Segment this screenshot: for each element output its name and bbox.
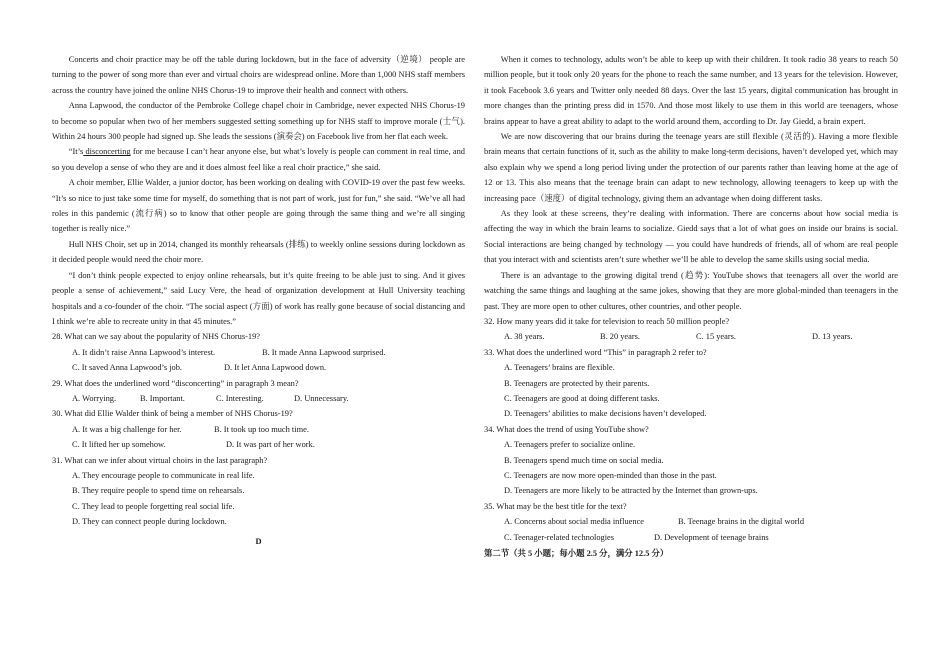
option-a[interactable]: A. They encourage people to communicate in real life. [72,470,255,480]
option-a[interactable]: A. It didn’t raise Anna Lapwood’s interest. [72,347,216,357]
passage-paragraph: Hull NHS Choir, set up in 2014, changed its monthly rehearsals (排练) to weekly online sessions during lockdown as it decided people would need the choir more. [52,239,465,265]
question-35-options-row2 [484,530,898,545]
question-33-stem: 33. What does the underlined word “This” in paragraph 2 refer to? [484,347,707,357]
option-b[interactable]: B. Teenage brains in the digital world [678,517,805,527]
option-c[interactable]: C. It saved Anna Lapwood’s job. [72,363,183,373]
passage-paragraph: Anna Lapwood, the conductor of the Pembroke College chapel choir in Cambridge, never expected NHS Chorus-19 to become so popular when two of her members suggested setting something up for NHS staff to improve morale (士气). Within 24 hours 300 people had signed up. She leads the sessions (演奏会) on Facebook live from her flat each week. [52,101,465,142]
question-35-options-row1 [484,514,898,529]
question-32-stem: 32. How many years did it take for television to reach 50 million people? [484,316,730,326]
question-32-options [484,329,898,344]
option-d[interactable]: D. It was part of her work. [226,440,315,450]
passage-paragraph: Concerts and choir practice may be off the table during lockdown, but in the face of adversity（逆境） people are turning to the power of song more than ever and virtual choirs are widespread online. More than 1,000 NHS staff members across the country have joined the online NHS Chorus-19 to improve their health and connect with others. [52,55,465,95]
option-c[interactable]: C. Teenagers are good at doing different tasks. [504,393,660,403]
right-column [484,52,898,561]
passage-paragraph: As they look at these screens, they’re dealing with information. There are concerns about how social media is affecting the way in which the brain learns to socialize. Giedd says that a lot of what goes on inside our brains is social. Social interactions are being changed by technology — you could have hundreds of friends, all of whom are real people that you interact with and scientists aren’t sure whether we’ll be able to develop the same skills using social media. [484,209,898,265]
underlined-word-disconcerting: disconcerting [83,147,131,157]
question-30-stem: 30. What did Ellie Walder think of being a member of NHS Chorus-19? [52,409,293,419]
page-mark: D [255,536,262,546]
question-31-stem: 31. What can we infer about virtual choirs in the last paragraph? [52,455,268,465]
passage-paragraph: When it comes to technology, adults won’t be able to keep up with their children. It took radio 38 years to reach 50 million people, but it took only 20 years for the phone to reach the same number, and 13 years for the television. However, it took Facebook 3.6 years and Twitter only needed 88 days. Over the last 15 years, digital communication has brought in more changes than the printing press did in 1570. And those most likely to use them in this world are teenagers, whose brains appear to have a great ability to adapt to the world around them, according to Dr. Jay Giedd, a brain expert. [484,55,898,126]
passage-paragraph: “I don’t think people expected to enjoy online rehearsals, but it’s quite freeing to be able just to sing. And it gives people a sense of achievement,” said Lucy Vere, the head of organization development at Hull University teaching hospitals and a co-founder of the choir. “The social aspect (方面) of work has really gone because of social distancing and I think we’re able to recreate unity in that 45 minutes.” [52,270,465,326]
option-c[interactable]: C. Interesting. [216,393,264,403]
passage-paragraph: We are now discovering that our brains during the teenage years are still flexible (灵活的). Having a more flexible brain means that certain functions of it, such as the ability to make long-term decisions, haven’t developed yet, which may also explain why we spend a long period living under the protection of our parents rather than leaving home at the age of 12 or 13. This also means that the teenage brain can adapt to new technology, allowing teenagers to keep up with the increasing pace（速度）of digital technology, giving them an advantage when doing different tasks. [484,132,898,203]
option-b[interactable]: B. They require people to spend time on rehearsals. [72,486,245,496]
option-a[interactable]: A. Teenagers’ brains are flexible. [504,363,615,373]
section-title: 第二节（共 5 小题；每小题 2.5 分，满分 12.5 分） [484,549,669,558]
question-28-options-row2 [52,360,465,375]
question-28-options-row1 [52,345,465,360]
question-30-options-row1 [52,422,465,437]
p3-pre: “It’s [68,147,84,157]
option-c[interactable]: C. Teenager-related technologies [504,532,615,542]
option-c[interactable]: C. They lead to people forgetting real social life. [72,501,235,511]
question-34-stem: 34. What does the trend of using YouTube show? [484,424,649,434]
option-c[interactable]: C. Teenagers are now more open-minded than those in the past. [504,470,717,480]
option-c[interactable]: C. It lifted her up somehow. [72,440,166,450]
option-b[interactable]: B. It made Anna Lapwood surprised. [262,347,386,357]
option-a[interactable]: A. It was a big challenge for her. [72,424,182,434]
question-28-stem: 28. What can we say about the popularity of NHS Chorus-19? [52,332,261,342]
option-a[interactable]: A. Worrying. [72,393,117,403]
option-b[interactable]: B. 20 years. [600,332,641,342]
p3-post: for me because I can’t hear anyone else, but what’s lovely is people can comment in real time, and so you develop a sense of who they are and it does almost feel like a real choir practice,” she said. [52,147,465,172]
passage-paragraph: There is an advantage to the growing digital trend (趋势): YouTube shows that teenagers all over the world are watching the same things and laughing at the same jokes, showing that they are more global-minded than teenagers in the past. They are more open to other cultures, other countries, and other people. [484,270,898,311]
option-d[interactable]: D. Teenagers’ abilities to make decisions haven’t developed. [504,409,707,419]
left-column [52,52,465,549]
option-b[interactable]: B. It took up too much time. [214,424,309,434]
option-b[interactable]: B. Teenagers spend much time on social media. [504,455,664,465]
question-29-stem: 29. What does the underlined word “disconcerting” in paragraph 3 mean? [52,378,299,388]
option-a[interactable]: A. Concerns about social media influence [504,517,645,527]
option-a[interactable]: A. Teenagers prefer to socialize online. [504,440,636,450]
option-d[interactable]: D. It let Anna Lapwood down. [224,363,327,373]
question-29-options [52,391,465,406]
option-b[interactable]: B. Teenagers are protected by their parents. [504,378,650,388]
option-b[interactable]: B. Important. [140,393,185,403]
question-35-stem: 35. What may be the best title for the text? [484,501,627,511]
option-c[interactable]: C. 15 years. [696,332,737,342]
passage-paragraph: A choir member, Ellie Walder, a junior doctor, has been working on dealing with COVID-19 over the past few weeks. “It’s so nice to just take some time for myself, do something that is not part of work, just for fun,” she said. “We’ve all had roles in this pandemic (流行病) so to know that other people are going through the same thing and we’re all singing together is really nice.” [52,178,465,234]
option-d[interactable]: D. Unnecessary. [294,393,349,403]
passage-paragraph-3 [52,144,465,175]
option-d[interactable]: D. Teenagers are more likely to be attracted by the Internet than grown-ups. [504,486,758,496]
option-d[interactable]: D. They can connect people during lockdown. [72,517,227,527]
question-30-options-row2 [52,437,465,452]
option-d[interactable]: D. 13 years. [812,332,853,342]
option-a[interactable]: A. 38 years. [504,332,545,342]
option-d[interactable]: D. Development of teenage brains [654,532,769,542]
